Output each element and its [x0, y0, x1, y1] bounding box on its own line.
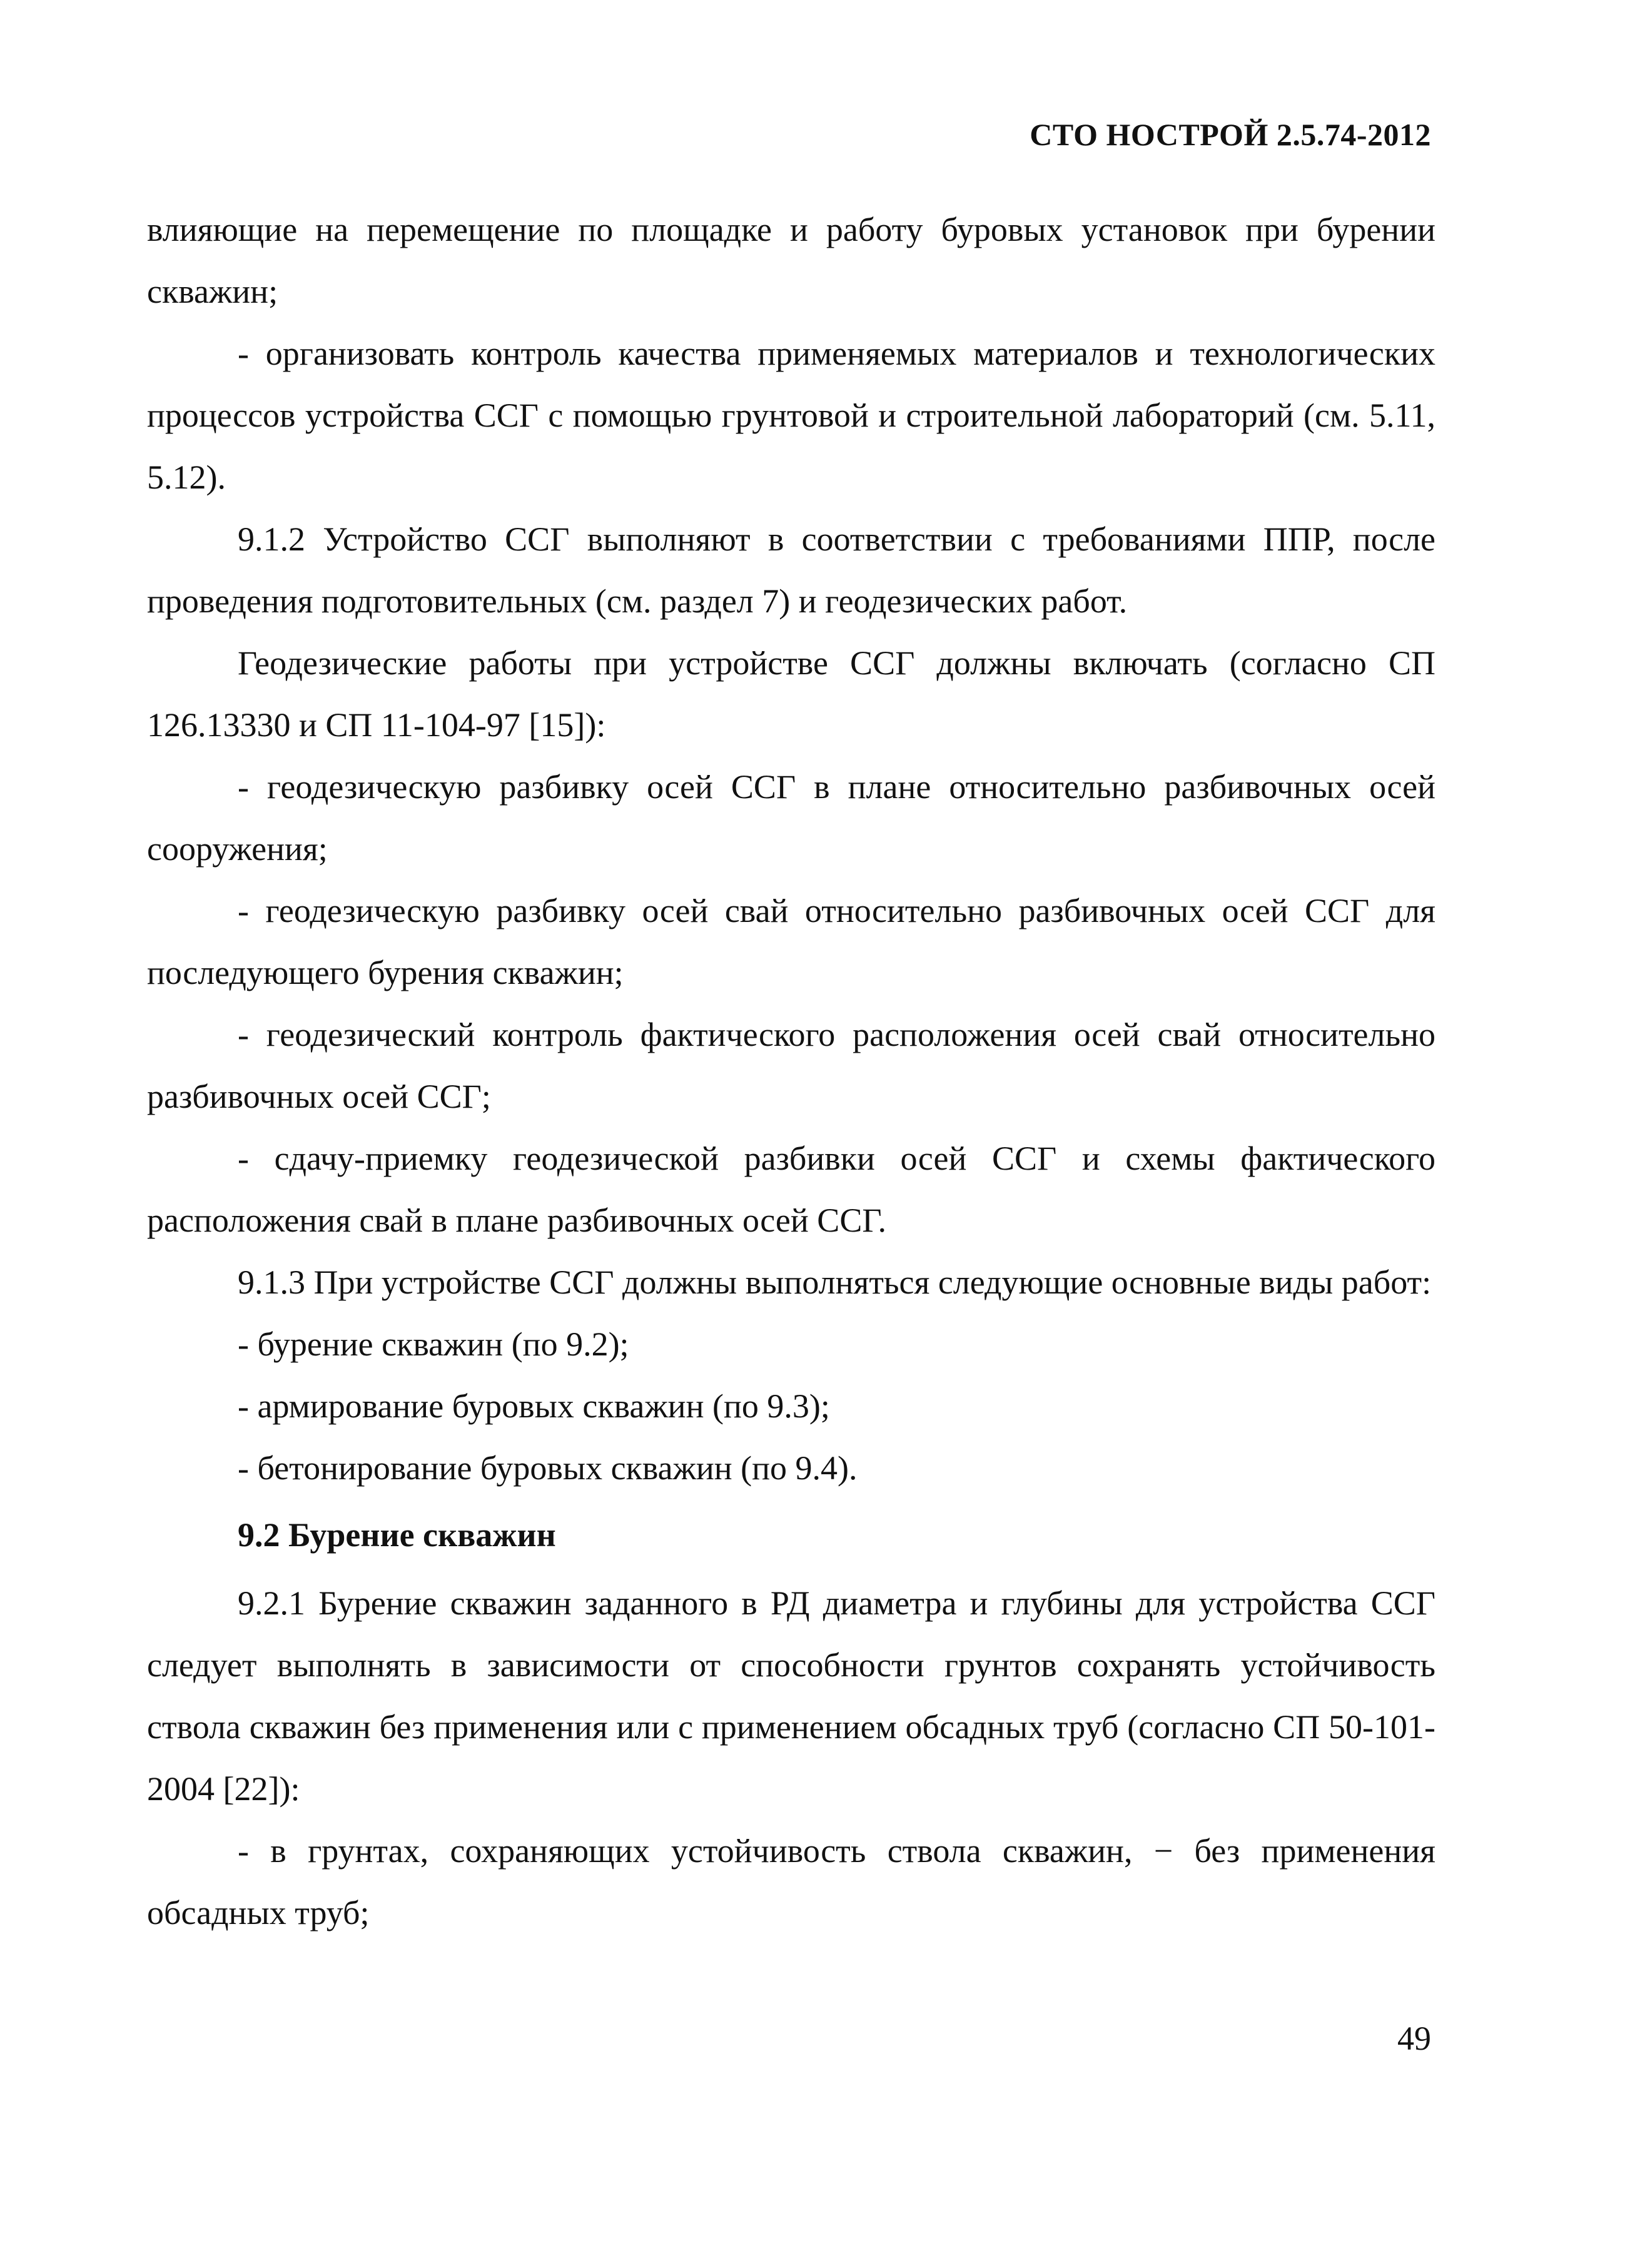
list-item-drilling: - бурение скважин (по 9.2);	[238, 1325, 629, 1363]
document-body	[147, 199, 1435, 1944]
clause-9-1-2: 9.1.2 Устройство ССГ выполняют в соответствии с требованиями ППР, после проведения подготовительных (см. раздел 7) и геодезических работ.	[147, 520, 1435, 620]
list-item-pile-axes-layout: - геодезическую разбивку осей свай относительно разбивочных осей ССГ для последующего бурения скважин;	[147, 892, 1435, 991]
paragraph-continuation: влияющие на перемещение по площадке и работу буровых установок при бурении скважин;	[147, 211, 1435, 310]
clause-9-2-1: 9.2.1 Бурение скважин заданного в РД диаметра и глубины для устройства ССГ следует выполнять в зависимости от способности грунтов сохранять устойчивость ствола скважин без применения или с применением обсадных труб (согласно СП 50-101-2004 [22]):	[147, 1584, 1435, 1808]
list-item-concreting: - бетонирование буровых скважин (по 9.4).	[238, 1449, 858, 1487]
paragraph-geodetic-works: Геодезические работы при устройстве ССГ должны включать (согласно СП 126.13330 и СП 11-104-97 [15]):	[147, 644, 1435, 744]
clause-9-1-3: 9.1.3 При устройстве ССГ должны выполняться следующие основные виды работ:	[238, 1263, 1432, 1301]
list-item-quality-control: - организовать контроль качества применяемых материалов и технологических процессов устройства ССГ с помощью грунтовой и строительной лабораторий (см. 5.11, 5.12).	[147, 335, 1435, 496]
section-heading-9-2: 9.2 Бурение скважин	[238, 1516, 556, 1554]
list-item-reinforcement: - армирование буровых скважин (по 9.3);	[238, 1387, 830, 1425]
list-item-stable-soils: - в грунтах, сохраняющих устойчивость ствола скважин, − без применения обсадных труб;	[147, 1832, 1435, 1931]
list-item-geodetic-control: - геодезический контроль фактического расположения осей свай относительно разбивочных осей ССГ;	[147, 1016, 1435, 1115]
list-item-handover: - сдачу-приемку геодезической разбивки осей ССГ и схемы фактического расположения свай в плане разбивочных осей ССГ.	[147, 1140, 1435, 1239]
list-item-axes-layout: - геодезическую разбивку осей ССГ в плане относительно разбивочных осей сооружения;	[147, 768, 1435, 868]
page-number: 49	[1397, 2020, 1431, 2057]
document-header: СТО НОСТРОЙ 2.5.74-2012	[1030, 117, 1431, 152]
